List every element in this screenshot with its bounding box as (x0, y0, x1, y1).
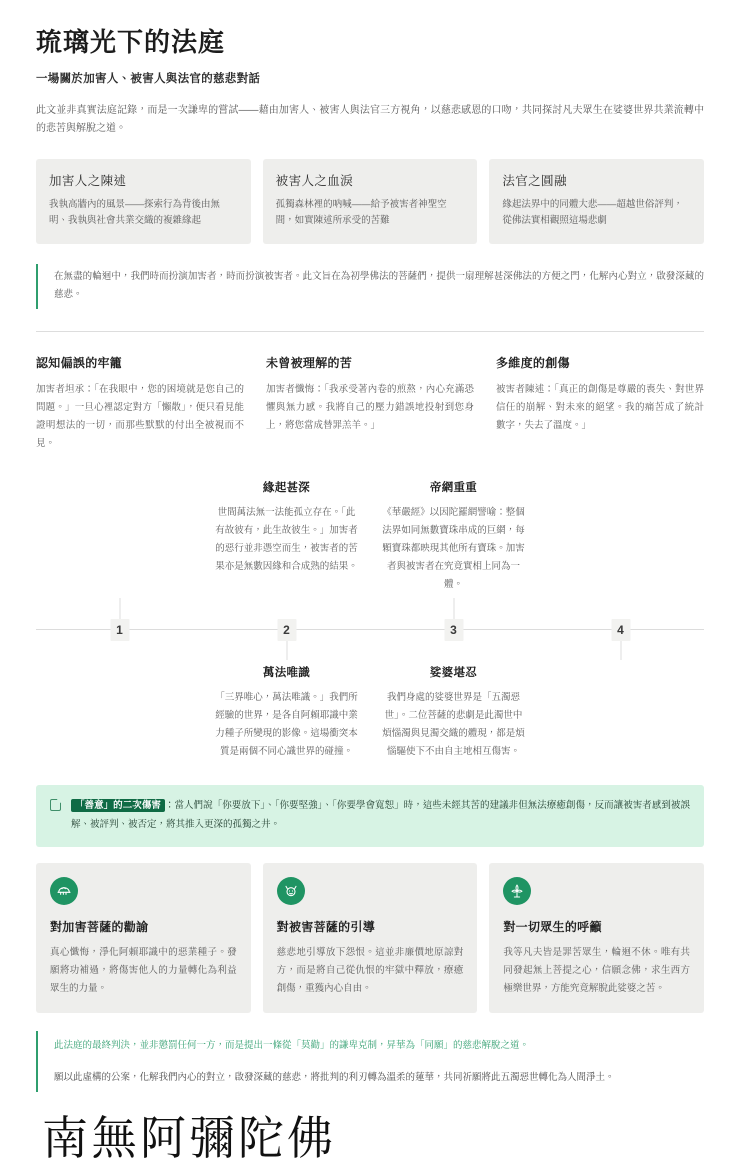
timeline-stem-down (620, 640, 621, 660)
timeline-item-2 (203, 664, 370, 761)
dharma-timeline (36, 479, 704, 761)
timeline-item-body: 「三界唯心，萬法唯識。」我們所經驗的世界，是各自阿賴耶識中業力種子所變現的影像。這場衝突本質是兩個不同心識世界的碰撞。 (215, 692, 358, 758)
guidance-card-title: 對被害菩薩的引導 (276, 920, 376, 935)
timeline-marker-1[interactable]: 1 (110, 619, 129, 641)
timeline-marker-2[interactable]: 2 (277, 619, 296, 641)
guidance-card-victim (263, 863, 478, 1013)
timeline-top-row (36, 479, 704, 594)
heart-hands-icon (277, 877, 305, 905)
timeline-slot-2 (203, 608, 370, 652)
timeline-item-1 (203, 479, 370, 594)
perspective-card-victim (263, 159, 478, 244)
analysis-column-misunderstood-suffering (266, 354, 474, 453)
card-body: 孤獨森林裡的吶喊——給予被害者神聖空間，如實陳述所承受的苦難 (275, 198, 447, 227)
guidance-card-body: 真心懺悔，淨化阿賴耶識中的惡業種子。發願將功補過，將傷害他人的力量轉化為利益眾生的力量。 (50, 947, 237, 994)
timeline-marker-4[interactable]: 4 (611, 619, 630, 641)
perspective-card-row (36, 159, 704, 244)
timeline-stem-up (453, 598, 454, 620)
lotus-icon (503, 877, 531, 905)
timeline-item-title: 萬法唯識 (262, 667, 311, 680)
timeline-item-4 (370, 664, 537, 761)
column-title: 多維度的創傷 (496, 355, 570, 370)
column-body: 被害者陳述：「真正的創傷是尊嚴的喪失、對世界信任的崩解、對未來的絕望。我的痛苦成了統計數字，失去了溫度。」 (496, 383, 704, 431)
guidance-card-row (36, 863, 704, 1013)
analysis-column-multidimensional-trauma (496, 354, 704, 453)
callout-highlight: 「善意」的二次傷害 (71, 799, 165, 812)
guidance-card-title: 對加害菩薩的勸諭 (50, 920, 149, 935)
timeline-bottom-row (36, 664, 704, 761)
timeline-stem-down (286, 640, 287, 660)
intro-note-block (36, 264, 704, 309)
analysis-column-cognitive-bias (36, 354, 244, 453)
column-title: 認知偏誤的牢籠 (36, 355, 123, 370)
timeline-item-body: 世間萬法無一法能孤立存在。「此有故彼有，此生故彼生。」加害者的惡行並非憑空而生，被害者的苦果亦是無數因緣和合成熟的結果。 (215, 506, 358, 573)
column-title: 未曾被理解的苦 (266, 355, 353, 370)
card-title: 被害人之血淚 (275, 173, 354, 188)
timeline-item-body: 《華嚴經》以因陀羅網譬喻：整個法界如同無數寶珠串成的巨網，每顆寶珠都映現其他所有寶珠。加害者與被害者在究竟實相上同為一體。 (382, 506, 525, 591)
timeline-slot-1 (36, 608, 203, 652)
warning-callout (36, 785, 704, 847)
page-title: 琉璃光下的法庭 (36, 27, 226, 57)
timeline-slot-4 (537, 608, 704, 652)
perspective-card-offender (36, 159, 251, 244)
closing-wish-text: 願以此虛構的公案，化解我們內心的對立，啟發深藏的慈悲，將批判的利刃轉為溫柔的蓮華，共同祈願將此五濁惡世轉化為人間淨土。 (54, 1071, 615, 1083)
intro-note-text: 在無盡的輪迴中，我們時而扮演加害者，時而扮演被害者。此文旨在為初學佛法的菩薩們，提供一扇理解甚深佛法的方便之門，化解內心對立，啟發深藏的慈悲。 (54, 270, 704, 301)
timeline-item-title: 緣起甚深 (262, 481, 311, 494)
timeline-item-body: 我們身處的娑婆世界是「五濁惡世」。二位菩薩的悲劇是此濁世中煩惱濁與見濁交織的體現，都是煩惱驅使下不由自主地相互傷害。 (382, 692, 525, 758)
guidance-card-title: 對一切眾生的呼籲 (503, 920, 602, 935)
column-body: 加害者坦承：「在我眼中，您的困境就是您自己的問題。」一旦心裡認定對方「懶散」，便只看見能證明想法的一切，而那些默默的付出全被視而不見。 (36, 383, 244, 449)
guidance-card-offender (36, 863, 251, 1013)
guidance-card-body: 我等凡夫皆是罪苦眾生，輪迴不休。唯有共同發起無上菩提之心，信願念佛，求生西方極樂世界，方能究竟解脫此娑婆之苦。 (503, 947, 691, 994)
callout-body: ：當人們說「你要放下」、「你要堅強」、「你要學會寬恕」時，這些未經其苦的建議非但無法療癒創傷，反而讓被害者感到被誤解、被評判、被否定，將其推入更深的孤獨之井。 (71, 800, 690, 830)
timeline-axis (36, 608, 704, 652)
note-tag-icon (50, 799, 61, 811)
timeline-item-title: 帝網重重 (429, 481, 478, 494)
praying-hands-icon (50, 877, 78, 905)
timeline-marker-group (36, 608, 704, 652)
card-title: 法官之圓融 (502, 173, 567, 188)
card-body: 我執高牆內的風景——探索行為背後由無明、我執與社會共業交織的複雜緣起 (49, 198, 221, 227)
closing-block (36, 1031, 704, 1092)
analysis-column-row (36, 354, 704, 453)
timeline-item-3 (370, 479, 537, 594)
final-verdict-text: 此法庭的最終判決，並非懲罰任何一方，而是提出一條從「莫勸」的謙卑克制，昇華為「同願」的慈悲解脫之道。 (54, 1040, 530, 1052)
card-title: 加害人之陳述 (49, 173, 127, 188)
card-body: 緣起法界中的同體大悲——超越世俗評判，從佛法實相觀照這場悲劇 (502, 198, 683, 227)
timeline-item-title: 娑婆堪忍 (429, 667, 478, 680)
guidance-card-body: 慈悲地引導放下怨恨。這並非廉價地原諒對方，而是將自己從仇恨的牢獄中釋放，療癒創傷，重獲內心自由。 (276, 947, 464, 994)
perspective-card-judge (489, 159, 704, 244)
nianfo-text: 南無阿彌陀佛 (42, 1112, 336, 1165)
timeline-stem-up (119, 598, 120, 620)
intro-paragraph: 此文並非真實法庭記錄，而是一次謙卑的嘗試——藉由加害人、被害人與法官三方視角，以慈悲感恩的口吻，共同探討凡夫眾生在娑婆世界共業流轉中的悲苦與解脫之道。 (36, 104, 704, 134)
timeline-slot-3 (370, 608, 537, 652)
section-divider (36, 331, 704, 332)
guidance-card-all-beings (489, 863, 704, 1013)
page-subtitle: 一場關於加害人、被害人與法官的慈悲對話 (36, 72, 261, 85)
column-body: 加害者懺悔：「我承受著內卷的煎熬，內心充滿恐懼與無力感。我將自己的壓力錯誤地投射到您身上，將您當成替罪羔羊。」 (266, 383, 474, 431)
callout-text (71, 797, 690, 834)
timeline-marker-3[interactable]: 3 (444, 619, 463, 641)
